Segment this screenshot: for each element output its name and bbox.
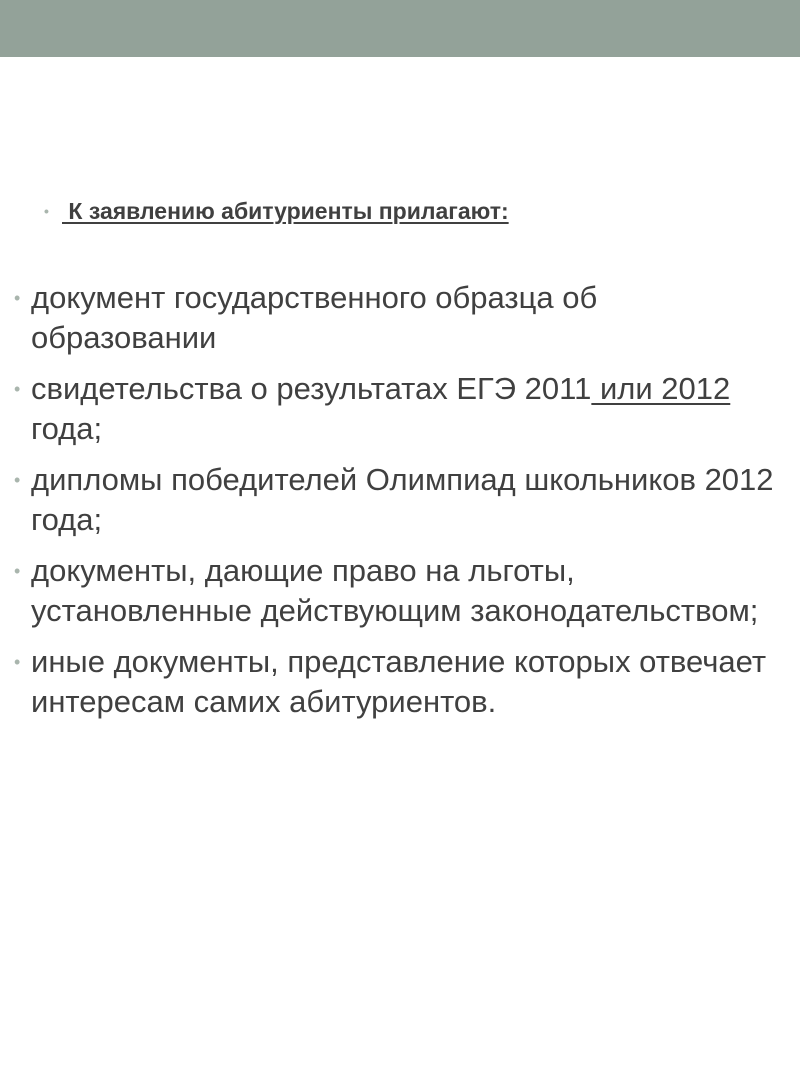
list-item-text: иные документы, представление которых отвечает интересам самих абитуриентов. xyxy=(31,644,767,719)
list-item-text: дипломы победителей Олимпиад школьников 2012 года; xyxy=(31,462,774,537)
list-item-text: года; xyxy=(31,411,103,446)
list-item xyxy=(14,278,784,358)
list-item xyxy=(14,460,784,540)
bullet-icon: • xyxy=(44,202,49,219)
heading-text: К заявлению абитуриенты прилагают: xyxy=(62,198,509,224)
slide-heading xyxy=(44,198,509,225)
list-item xyxy=(14,551,784,631)
bullet-icon: • xyxy=(14,652,21,672)
list-item xyxy=(14,369,784,449)
bullet-icon: • xyxy=(14,470,21,490)
list-item-text: свидетельства о результатах ЕГЭ 2011 xyxy=(31,371,592,406)
list-item xyxy=(14,642,784,722)
list-item-text: документы, дающие право на льготы, установленные действующим законодательством; xyxy=(31,553,759,628)
list-item-text: документ государственного образца об образовании xyxy=(31,280,598,355)
bullet-icon: • xyxy=(14,379,21,399)
hyperlink-text[interactable]: или 2012 xyxy=(591,371,731,406)
bullet-icon: • xyxy=(14,561,21,581)
bullet-icon: • xyxy=(14,288,21,308)
document-list xyxy=(14,278,784,733)
